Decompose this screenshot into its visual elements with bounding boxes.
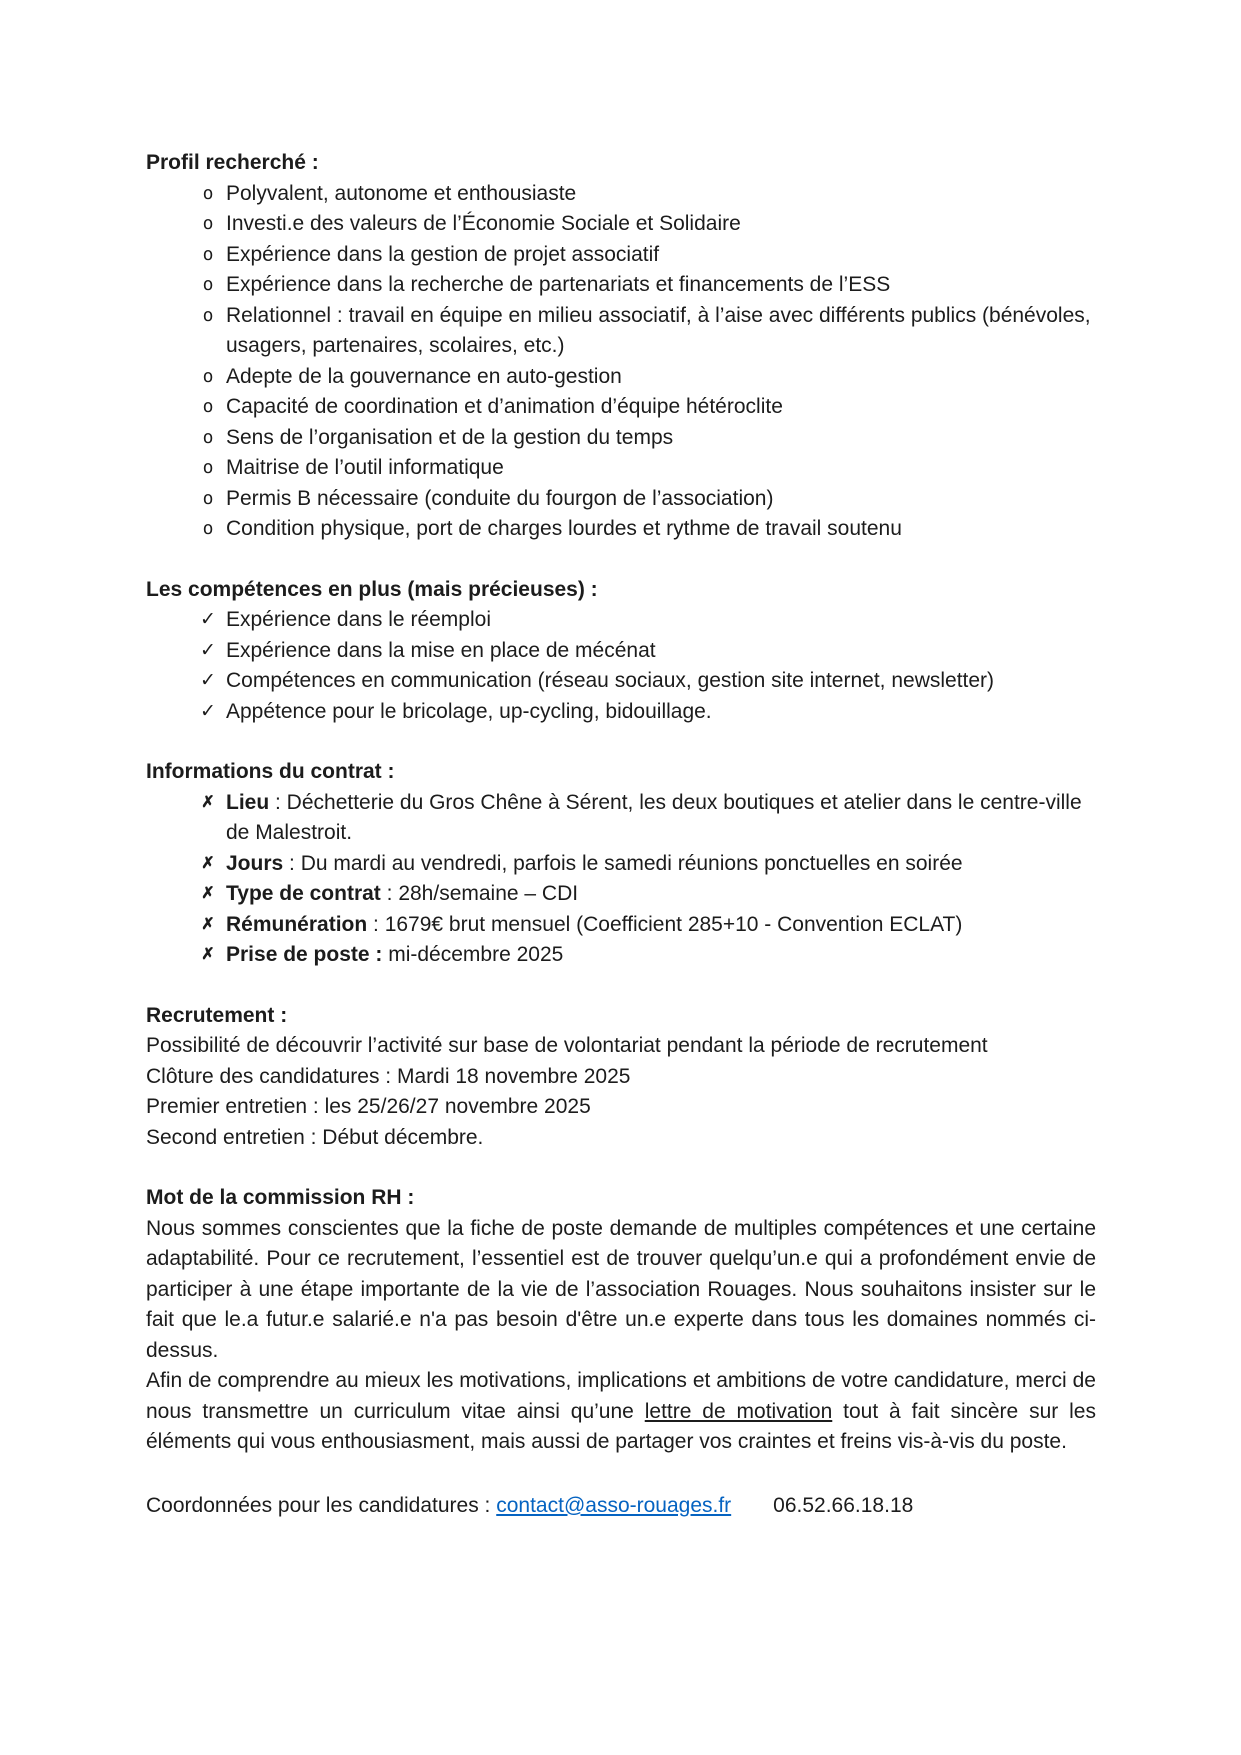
circle-bullet-icon: o bbox=[202, 213, 214, 234]
circle-bullet-icon: o bbox=[202, 396, 214, 417]
commission-paragraph-2-before: Afin de comprendre au mieux les motivations, implications et ambitions de votre candidature, merci de nous transmettre un curriculum vitae ainsi qu’une bbox=[146, 1369, 1096, 1423]
section-profil bbox=[146, 148, 1096, 545]
competences-list-item bbox=[146, 605, 1096, 636]
circle-bullet-icon: o bbox=[202, 304, 214, 326]
contrat-item-label: Lieu bbox=[226, 790, 270, 814]
profil-list-item bbox=[146, 514, 1096, 545]
section-contrat bbox=[146, 757, 1096, 971]
profil-item-text: Polyvalent, autonome et enthousiaste bbox=[226, 181, 577, 205]
circle-bullet-icon: o bbox=[202, 487, 214, 509]
section-heading-profil: Profil recherché : bbox=[146, 151, 319, 174]
contrat-item-text: : 28h/semaine – CDI bbox=[380, 882, 579, 905]
competences-list-item bbox=[146, 697, 1096, 728]
profil-list-item bbox=[146, 301, 1096, 362]
email-link[interactable]: contact@asso-rouages.fr bbox=[496, 1493, 732, 1517]
contrat-item-text: mi-décembre 2025 bbox=[382, 943, 564, 966]
contrat-item-text: : Déchetterie du Gros Chêne à Sérent, les deux boutiques et atelier dans le centre-ville de Malestroit. bbox=[226, 790, 1082, 844]
cross-icon: ✗ bbox=[201, 885, 215, 902]
profil-list-item bbox=[146, 453, 1096, 484]
profil-list-item bbox=[146, 484, 1096, 515]
section-heading-competences: Les compétences en plus (mais précieuses) : bbox=[146, 577, 598, 601]
lettre-de-motivation-underlined: lettre de motivation bbox=[644, 1399, 833, 1423]
contrat-list-item bbox=[146, 879, 1096, 910]
circle-bullet-icon: o bbox=[202, 274, 214, 295]
cross-icon: ✗ bbox=[201, 793, 215, 811]
section-recrutement bbox=[146, 1001, 1096, 1154]
contrat-list-item bbox=[146, 849, 1096, 880]
commission-paragraph-2 bbox=[146, 1366, 1096, 1458]
profil-item-text: Maitrise de l’outil informatique bbox=[226, 456, 504, 479]
circle-bullet-icon: o bbox=[202, 182, 214, 204]
section-heading-recrutement: Recrutement : bbox=[146, 1003, 288, 1027]
commission-paragraph-1: Nous sommes conscientes que la fiche de poste demande de multiples compétences et une certaine adaptabilité. Pour ce recrutement, l’essentiel est de trouver quelqu’un.e qui a profondément envie de participer à une étape importante de la vie de l’association Rouages. Nous souhaitons insister sur le fait que le.a futur.e salarié.e n'a pas besoin d'être un.e experte dans tous les domaines nommés ci-dessus. bbox=[146, 1216, 1096, 1362]
recrutement-line: Clôture des candidatures : Mardi 18 novembre 2025 bbox=[146, 1064, 631, 1088]
profil-list bbox=[146, 179, 1096, 545]
competences-item-text: Compétences en communication (réseau sociaux, gestion site internet, newsletter) bbox=[226, 669, 995, 692]
contrat-item-label: Type de contrat bbox=[226, 882, 381, 905]
profil-item-text: Investi.e des valeurs de l’Économie Sociale et Solidaire bbox=[226, 212, 741, 235]
profil-item-text: Adepte de la gouvernance en auto-gestion bbox=[226, 364, 622, 388]
profil-list-item bbox=[146, 392, 1096, 423]
section-commission bbox=[146, 1183, 1096, 1458]
contrat-item-label: Jours bbox=[226, 851, 284, 875]
profil-item-text: Sens de l’organisation et de la gestion du temps bbox=[226, 425, 674, 449]
contrat-list-item bbox=[146, 940, 1096, 971]
profil-item-text: Expérience dans la gestion de projet associatif bbox=[226, 242, 660, 266]
check-icon: ✓ bbox=[200, 670, 216, 691]
contrat-item-text: : Du mardi au vendredi, parfois le samedi réunions ponctuelles en soirée bbox=[283, 851, 963, 875]
profil-list-item bbox=[146, 270, 1096, 301]
circle-bullet-icon: o bbox=[202, 426, 214, 448]
profil-item-text: Capacité de coordination et d’animation d’équipe hétéroclite bbox=[226, 395, 783, 418]
cross-icon: ✗ bbox=[201, 946, 215, 963]
contact-row bbox=[146, 1491, 1096, 1522]
contrat-item-text: : 1679€ brut mensuel (Coefficient 285+10 - Convention ECLAT) bbox=[367, 912, 963, 936]
competences-list-item bbox=[146, 666, 1096, 697]
commission-paragraph-2-after: tout à fait sincère sur les éléments qui vous enthousiasment, mais aussi de partager vos craintes et freins vis-à-vis du poste. bbox=[146, 1399, 1096, 1453]
competences-item-text: Appétence pour le bricolage, up-cycling, bidouillage. bbox=[226, 699, 712, 723]
contrat-list bbox=[146, 788, 1096, 971]
profil-item-text: Condition physique, port de charges lourdes et rythme de travail soutenu bbox=[226, 517, 902, 540]
profil-item-text: Permis B nécessaire (conduite du fourgon de l’association) bbox=[226, 486, 774, 510]
recrutement-line: Premier entretien : les 25/26/27 novembre 2025 bbox=[146, 1095, 591, 1118]
contrat-list-item bbox=[146, 910, 1096, 941]
section-competences bbox=[146, 575, 1096, 728]
recrutement-line: Possibilité de découvrir l’activité sur base de volontariat pendant la période de recrutement bbox=[146, 1034, 988, 1057]
check-icon: ✓ bbox=[200, 609, 216, 630]
section-heading-commission: Mot de la commission RH : bbox=[146, 1186, 415, 1209]
profil-list-item bbox=[146, 423, 1096, 454]
cross-icon: ✗ bbox=[201, 915, 215, 933]
profil-list-item bbox=[146, 240, 1096, 271]
competences-list-item bbox=[146, 636, 1096, 667]
circle-bullet-icon: o bbox=[202, 518, 214, 539]
section-heading-contrat: Informations du contrat : bbox=[146, 760, 395, 783]
check-icon: ✓ bbox=[200, 639, 216, 661]
recrutement-line: Second entretien : Début décembre. bbox=[146, 1125, 484, 1149]
contrat-item-label: Rémunération bbox=[226, 912, 368, 936]
cross-icon: ✗ bbox=[201, 854, 215, 872]
phone-number: 06.52.66.18.18 bbox=[773, 1493, 914, 1517]
competences-item-text: Expérience dans le réemploi bbox=[226, 608, 491, 631]
profil-item-text: Expérience dans la recherche de partenariats et financements de l’ESS bbox=[226, 273, 891, 296]
check-icon: ✓ bbox=[200, 700, 216, 722]
contrat-list-item bbox=[146, 788, 1096, 849]
profil-list-item bbox=[146, 179, 1096, 210]
competences-list bbox=[146, 605, 1096, 727]
circle-bullet-icon: o bbox=[202, 457, 214, 478]
circle-bullet-icon: o bbox=[202, 243, 214, 265]
profil-list-item bbox=[146, 209, 1096, 240]
profil-list-item bbox=[146, 362, 1096, 393]
circle-bullet-icon: o bbox=[202, 365, 214, 387]
contrat-item-label: Prise de poste : bbox=[226, 943, 383, 966]
profil-item-text: Relationnel : travail en équipe en milieu associatif, à l’aise avec différents publics (bénévoles, usagers, partenaires, scolaires, etc.) bbox=[226, 303, 1091, 357]
contact-label: Coordonnées pour les candidatures : bbox=[146, 1493, 497, 1517]
competences-item-text: Expérience dans la mise en place de mécénat bbox=[226, 638, 656, 662]
